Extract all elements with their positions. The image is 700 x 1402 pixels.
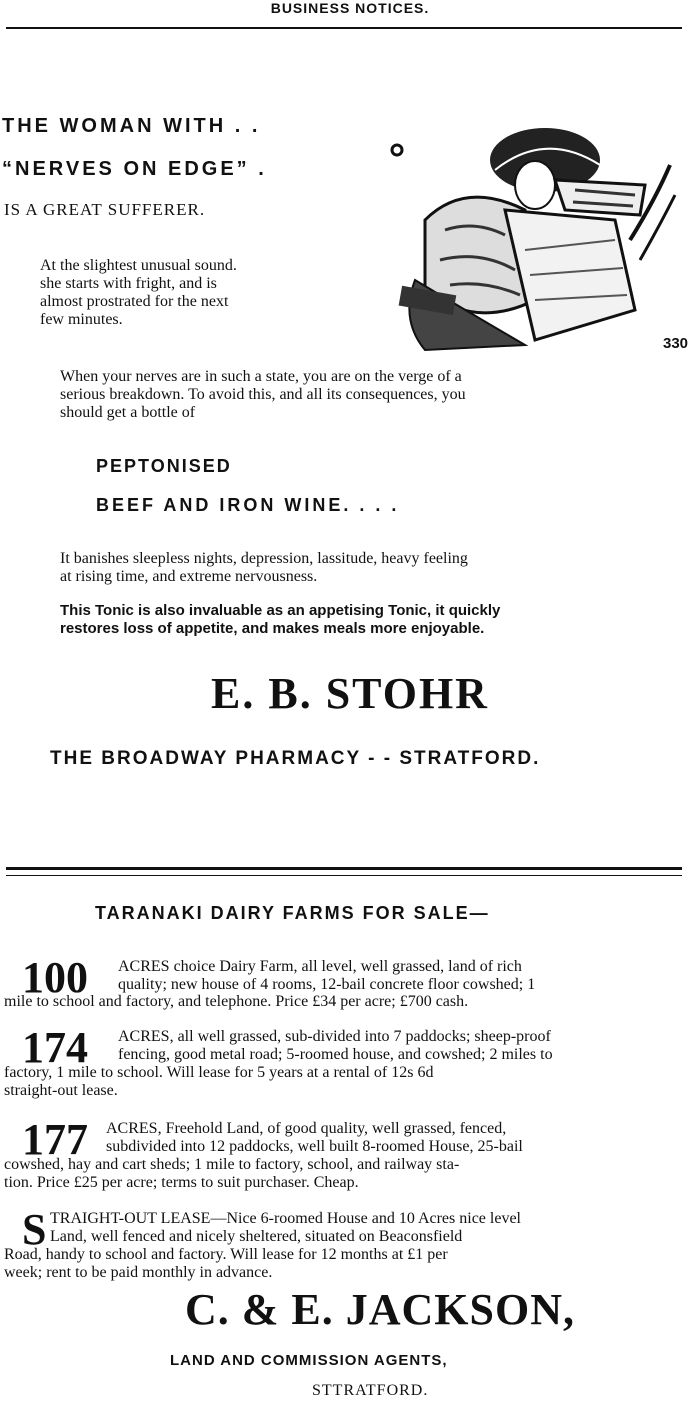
newspaper-shape	[505, 210, 635, 340]
farms-title: TARANAKI DAIRY FARMS FOR SALE—	[95, 903, 490, 923]
symptom-line: almost prostrated for the next	[40, 293, 229, 310]
benefits-paragraph	[60, 550, 645, 586]
benefits-line: at rising time, and extreme nervousness.	[60, 568, 318, 585]
listing-100-head	[118, 958, 698, 994]
symptom-line: she starts with fright, and is	[40, 275, 217, 292]
listing-174-head	[118, 1028, 698, 1064]
listing-line: quality; new house of 4 rooms, 12-bail concrete floor cowshed; 1	[118, 976, 536, 993]
benefits-line: It banishes sleepless nights, depression, lassitude, heavy feeling	[60, 550, 468, 567]
tonic-line: This Tonic is also invaluable as an appetising Tonic, it quickly	[60, 602, 501, 619]
advertiser-name-jackson: C. & E. JACKSON,	[184, 1285, 576, 1334]
illustration-label: 330	[663, 335, 689, 352]
listing-number: 174	[22, 1023, 88, 1072]
listing-line: subdivided into 12 paddocks, well built 8-roomed House, 25-bail	[106, 1138, 523, 1155]
face-shape	[515, 161, 555, 209]
listing-line: tion. Price £25 per acre; terms to suit purchaser. Cheap.	[4, 1174, 359, 1191]
lease-head	[50, 1210, 698, 1246]
headline-nerves: “NERVES ON EDGE” .	[2, 158, 267, 180]
listing-line: fencing, good metal road; 5-roomed house, and cowshed; 2 miles to	[118, 1046, 553, 1063]
headline-woman: THE WOMAN WITH . .	[2, 115, 261, 137]
listing-number: 100	[22, 953, 88, 1002]
listing-line: ACRES, all well grassed, sub-divided into 7 paddocks; sheep-proof	[118, 1028, 551, 1045]
pharmacy-address: THE BROADWAY PHARMACY - - STRATFORD.	[50, 748, 541, 769]
symptom-line: few minutes.	[40, 311, 123, 328]
symptom-text	[40, 257, 340, 329]
listing-line: week; rent to be paid monthly in advance.	[4, 1264, 273, 1281]
listing-line: factory, 1 mile to school. Will lease for 5 years at a rental of 12s 6d	[4, 1064, 434, 1081]
agents-town: STTRATFORD.	[312, 1382, 429, 1399]
agents-role: LAND AND COMMISSION AGENTS,	[170, 1352, 448, 1369]
woman-illustration	[385, 110, 695, 360]
listing-line: Road, handy to school and factory. Will lease for 12 months at £1 per	[4, 1246, 448, 1263]
listing-number: 177	[22, 1115, 88, 1164]
tonic-paragraph	[60, 602, 650, 638]
intro-line: When your nerves are in such a state, you are on the verge of a	[60, 368, 462, 385]
listing-line: ACRES, Freehold Land, of good quality, well grassed, fenced,	[106, 1120, 507, 1137]
intro-line: should get a bottle of	[60, 404, 196, 421]
intro-paragraph	[60, 368, 645, 422]
listing-line: TRAIGHT-OUT LEASE—Nice 6-roomed House and 10 Acres nice level	[50, 1210, 521, 1227]
symptom-line: At the slightest unusual sound.	[40, 257, 237, 274]
listing-line: Land, well fenced and nicely sheltered, situated on Beaconsfield	[50, 1228, 463, 1245]
lease-rest	[4, 1246, 698, 1282]
listing-174-rest	[4, 1064, 698, 1100]
section-rule-bottom	[6, 875, 682, 876]
section-rule-top	[6, 867, 682, 870]
page-header: BUSINESS NOTICES.	[270, 0, 430, 16]
listing-177-head	[106, 1120, 698, 1156]
tonic-line: restores loss of appetite, and makes meals more enjoyable.	[60, 620, 485, 637]
header-rule	[6, 27, 682, 29]
listing-line: ACRES choice Dairy Farm, all level, well grassed, land of rich	[118, 958, 522, 975]
intro-line: serious breakdown. To avoid this, and all its consequences, you	[60, 386, 466, 403]
listing-line: straight-out lease.	[4, 1082, 118, 1099]
advertiser-name-stohr: E. B. STOHR	[211, 669, 489, 718]
listing-line: cowshed, hay and cart sheds; 1 mile to factory, school, and railway sta-	[4, 1156, 460, 1173]
listing-dropcap: S	[22, 1205, 47, 1254]
product-name-1: PEPTONISED	[96, 456, 232, 476]
listing-177-rest	[4, 1156, 698, 1192]
listing-line: mile to school and factory, and telephone. Price £34 per acre; £700 cash.	[4, 993, 469, 1010]
headline-sufferer: IS A GREAT SUFFERER.	[4, 200, 206, 219]
product-name-2: BEEF AND IRON WINE. . . .	[96, 495, 400, 515]
